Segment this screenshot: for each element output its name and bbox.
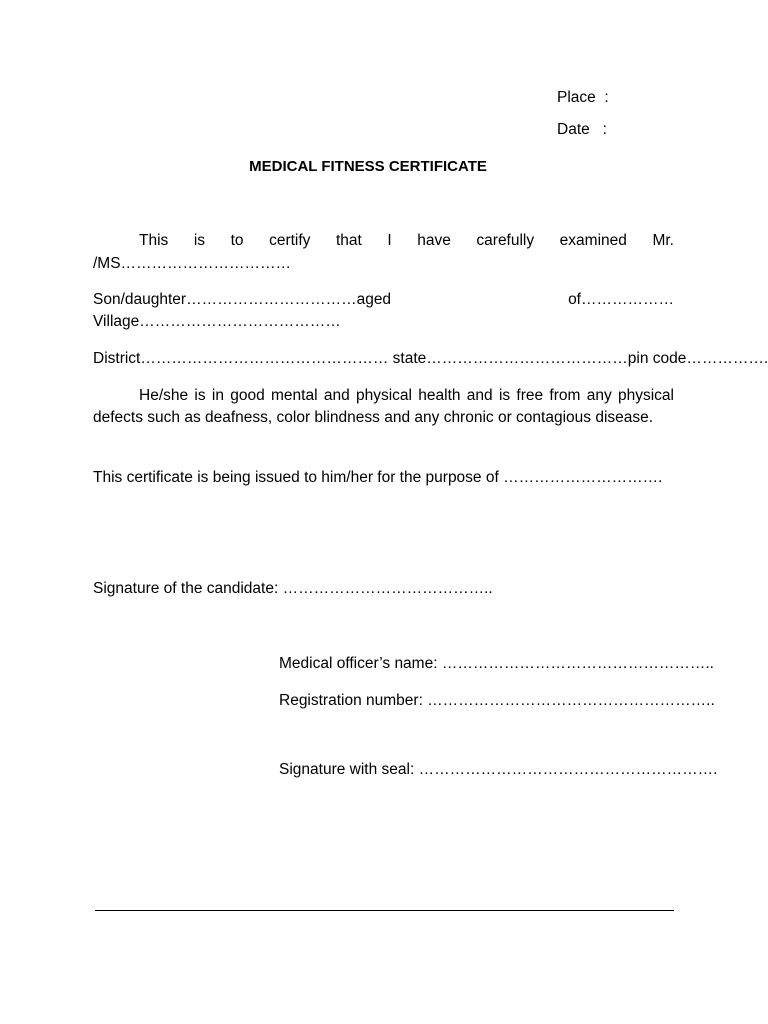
certify-line-2: /MS……………………………	[93, 255, 292, 272]
signature-seal-line: Signature with seal: ………………………………………………….	[279, 761, 718, 778]
word: to	[230, 232, 244, 249]
word: have	[417, 232, 451, 249]
son-daughter-field: Son/daughter……………………………aged	[93, 291, 392, 308]
son-daughter-line	[93, 289, 674, 311]
certify-line-1	[93, 230, 674, 252]
word: carefully	[476, 232, 535, 249]
candidate-signature-line: Signature of the candidate: …………………………………..	[93, 580, 493, 597]
registration-number-line: Registration number: ………………………………………………..	[279, 692, 715, 709]
district-line: District………………………………………… state…………………………………pin code…………….	[93, 350, 768, 367]
place-label: Place :	[557, 89, 609, 106]
word: Mr.	[652, 232, 674, 249]
word: that	[335, 232, 362, 249]
health-paragraph: He/she is in good mental and physical health and is free from any physical defects such as deafness, color blindness and any chronic or contagious disease.	[93, 387, 674, 426]
of-field: of………………	[568, 291, 674, 308]
village-field: Village…………………………………	[93, 313, 341, 330]
word: I	[387, 232, 392, 249]
certificate-title: MEDICAL FITNESS CERTIFICATE	[249, 158, 487, 175]
bottom-divider	[95, 910, 674, 911]
purpose-line: This certificate is being issued to him/her for the purpose of ………………………….	[93, 469, 663, 486]
word: is	[193, 232, 206, 249]
word: This	[139, 232, 169, 249]
word: examined	[559, 232, 627, 249]
word: certify	[269, 232, 311, 249]
date-label: Date :	[557, 121, 607, 138]
officer-name-line: Medical officer’s name: ……………………………………………..	[279, 655, 714, 672]
